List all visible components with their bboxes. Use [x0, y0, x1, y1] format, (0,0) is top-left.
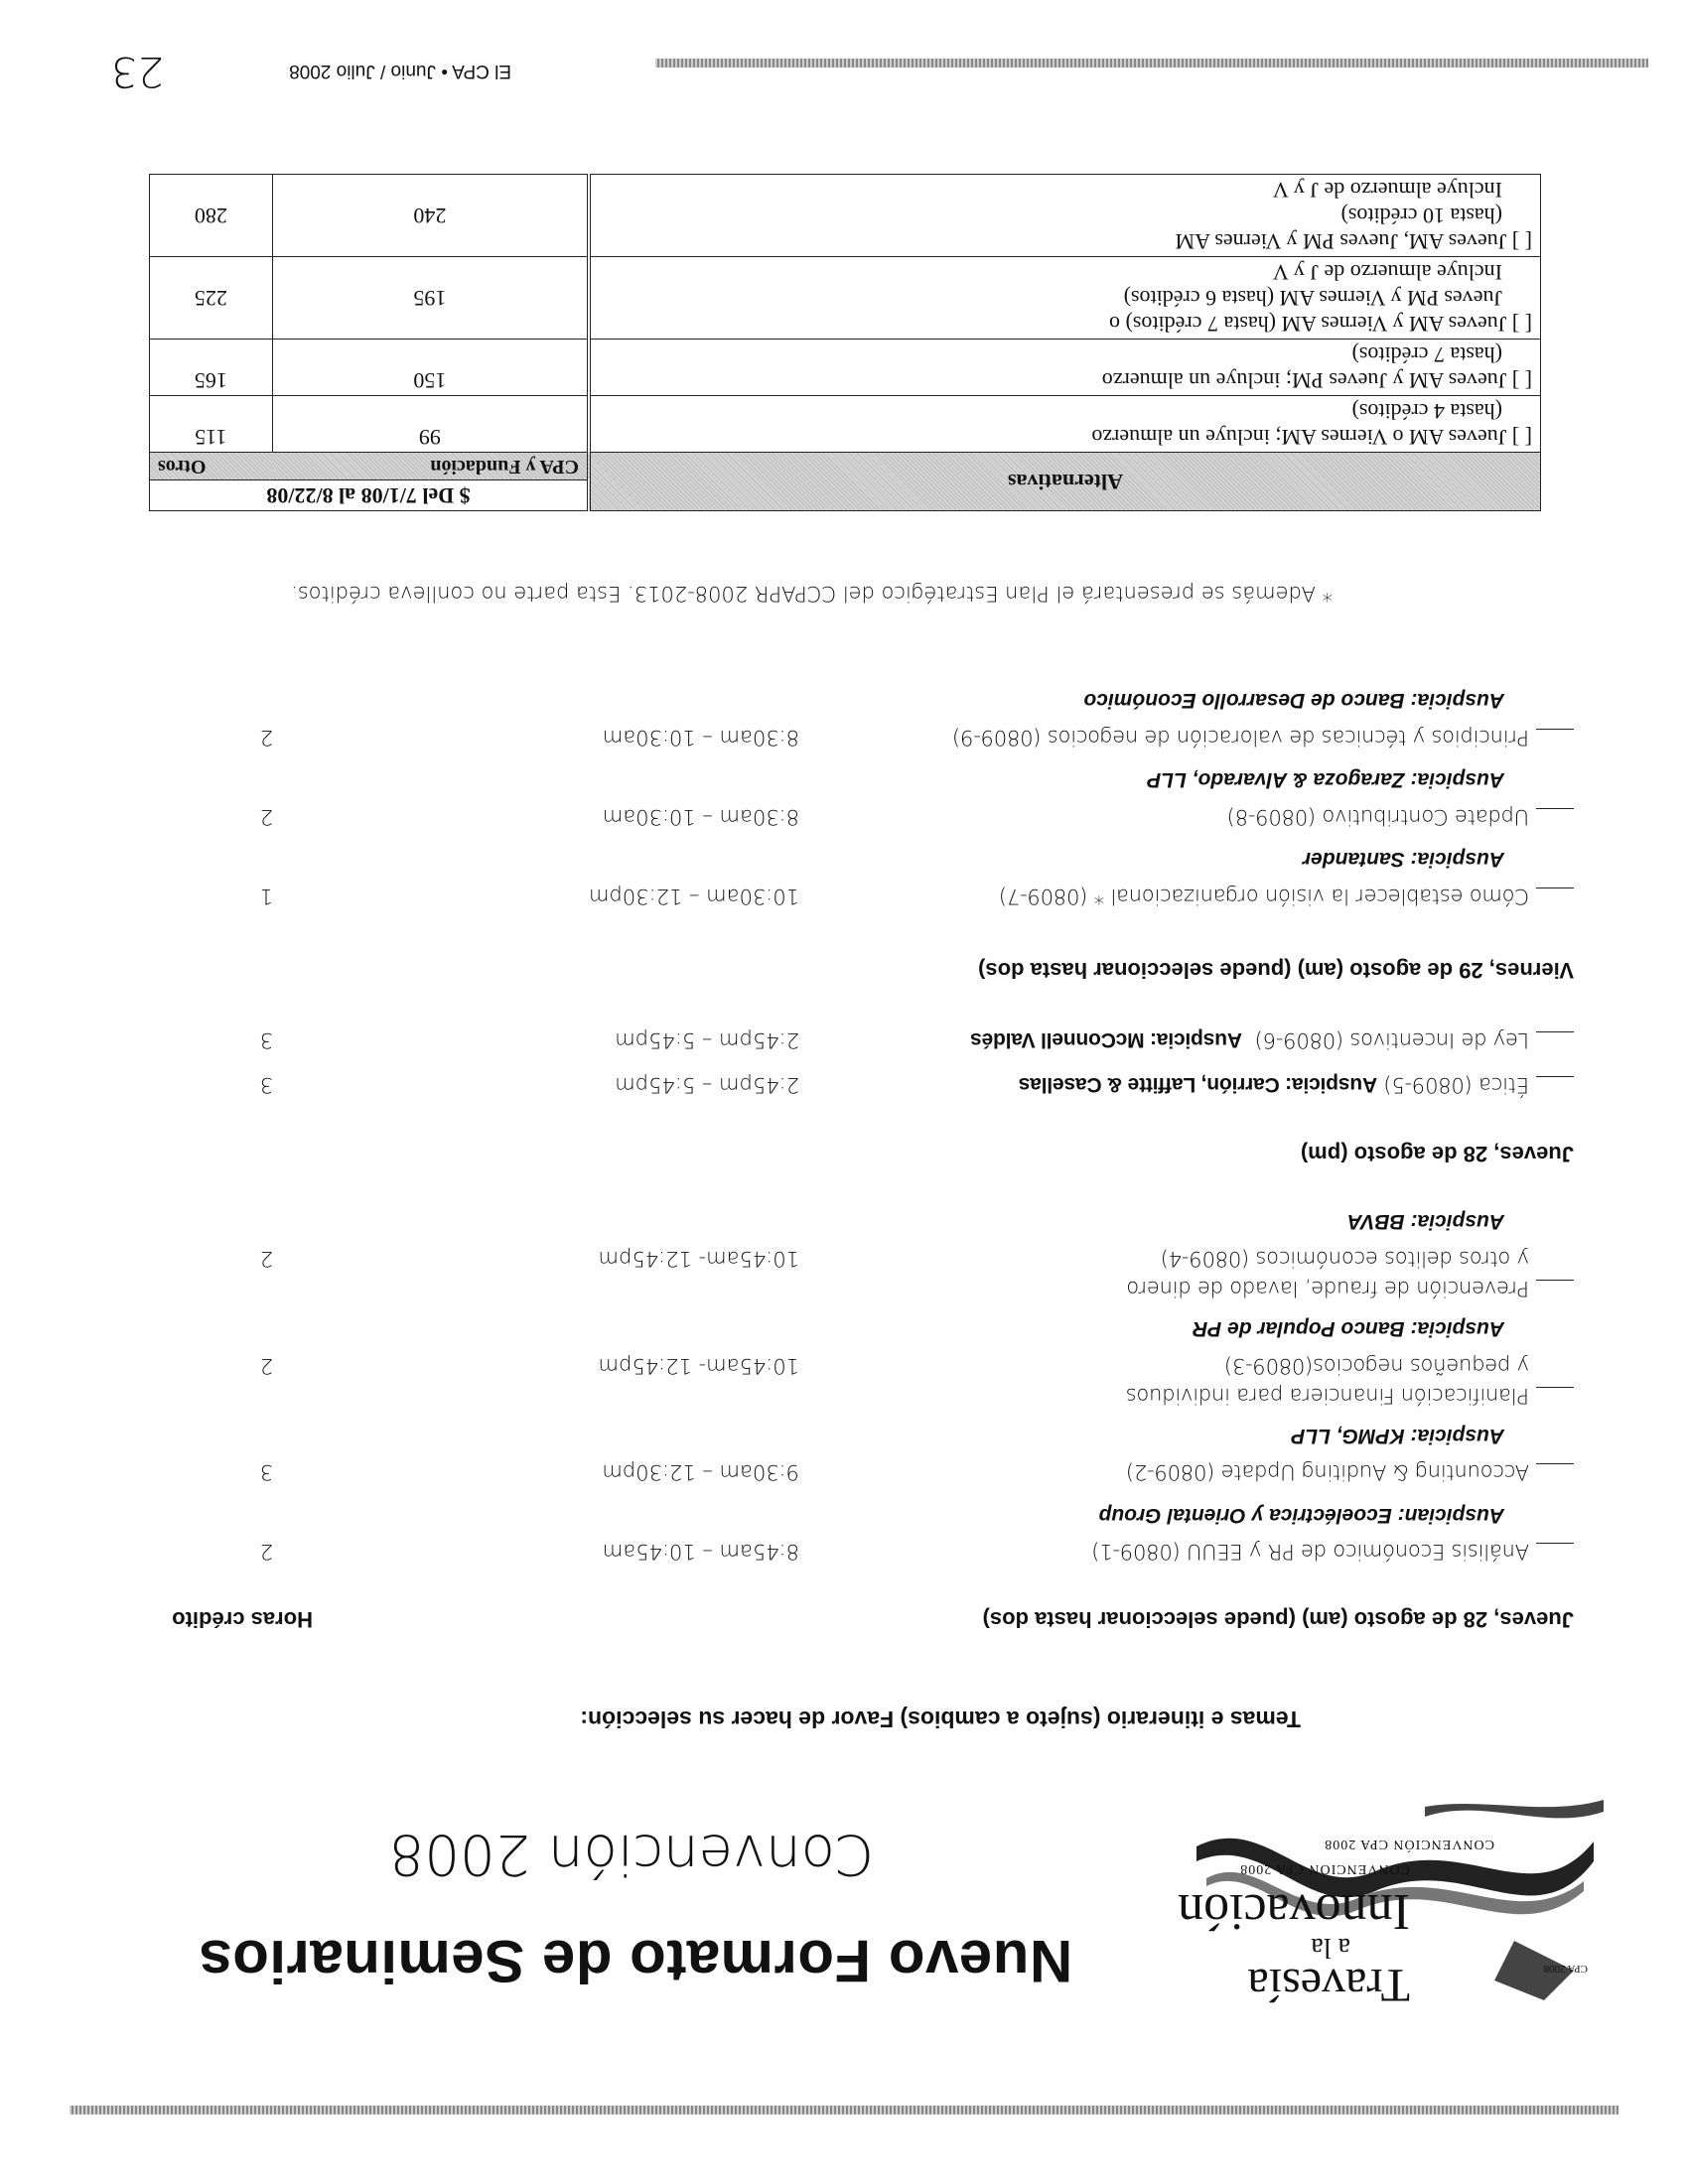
session-title	[1019, 1072, 1529, 1097]
alternative-option[interactable]	[589, 396, 1541, 453]
cpa-header: CPA y Fundación	[272, 453, 589, 480]
session-title: Principios y técnicas de valoración de negocios (0809-9)	[952, 726, 1529, 750]
session-title-text: Ley de Incentivos (0809-6)	[1254, 1028, 1529, 1052]
price-row	[150, 396, 1541, 453]
selection-blank[interactable]	[1536, 1463, 1574, 1484]
day-heading-fri-am: Viernes, 29 de agosto (am) (puede seleccionar hasta dos)	[978, 958, 1574, 983]
otros-price: 165	[150, 340, 273, 396]
alternative-line: (hasta 7 créditos)	[1351, 342, 1502, 367]
hours-column-header: Horas crédito	[172, 1607, 313, 1632]
session-title: Cómo establecer la visión organizacional * (0809-7)	[999, 885, 1529, 908]
page-subtitle: Convención 2008	[388, 1822, 874, 1886]
alternative-line: (hasta 4 créditos)	[1351, 399, 1502, 424]
session-time: 2:45pm – 5:45pm	[615, 1028, 799, 1052]
alternative-line: Incluye almuerzo de J y V	[1272, 178, 1502, 203]
session-time: 10:45am- 12:45pm	[598, 1247, 799, 1271]
session-time: 2:45pm – 5:45pm	[615, 1073, 799, 1097]
top-rule	[70, 2106, 1618, 2115]
session-title: Update Contributivo (0809-8)	[1226, 805, 1529, 829]
alternative-option[interactable]	[589, 340, 1541, 396]
session-sponsor-inline: Auspicia: Carrión, Laffitte & Casellas	[1018, 1073, 1378, 1096]
selection-blank[interactable]	[1536, 808, 1574, 829]
session-hours: 1	[259, 885, 273, 908]
session-sponsor: Auspicia: Banco Popular de PR	[1193, 1317, 1504, 1340]
alternative-option[interactable]	[589, 257, 1541, 340]
footer-publication: El CPA • Junio / Julio 2008	[289, 61, 511, 81]
day-heading-thu-am: Jueves, 28 de agosto (am) (puede seleccionar hasta dos)	[982, 1607, 1574, 1632]
session-hours: 2	[259, 1354, 273, 1378]
logo-convention-text: CONVENCIÓN CPA 2008	[1324, 1837, 1494, 1851]
otros-price: 280	[150, 175, 273, 257]
selection-blank[interactable]	[1536, 1031, 1574, 1052]
alternative-line: [ ] Jueves AM, Jueves PM y Viernes AM	[1175, 229, 1532, 254]
session-title: Análisis Económico de PR y EEUU (0809-1)	[1091, 1540, 1529, 1564]
session-sponsor: Auspicia: BBVA	[1346, 1210, 1504, 1233]
cpa-price: 240	[272, 175, 589, 257]
alternative-line: Jueves PM y Viernes AM (hasta 6 créditos)	[1123, 286, 1502, 311]
session-title-line-2: y pequeños negocios(0809-3)	[1224, 1354, 1529, 1378]
session-hours: 3	[259, 1460, 273, 1484]
session-hours: 2	[259, 1247, 273, 1271]
session-sponsor: Auspicia: Zaragoza & Alvarado, LLP	[1147, 768, 1504, 791]
session-sponsor-inline: Auspicia: McConnell Valdés	[970, 1028, 1242, 1051]
alternative-line: [ ] Jueves AM o Viernes AM; incluye un almuerzo	[1091, 425, 1532, 450]
logo-line-3: Innovación	[1178, 1883, 1410, 1940]
price-row	[150, 175, 1541, 257]
alternative-line: [ ] Jueves AM y Viernes AM (hasta 7 créditos) o	[1109, 312, 1532, 337]
alternative-option[interactable]	[589, 175, 1541, 257]
session-time: 9:30am – 12:30pm	[602, 1460, 799, 1484]
selection-blank[interactable]	[1536, 887, 1574, 908]
alternatives-header: Alternativas	[589, 453, 1541, 511]
alternative-line: (hasta 10 créditos)	[1340, 204, 1502, 228]
cpa-price: 150	[272, 340, 589, 396]
session-time: 10:30am – 12:30pm	[589, 885, 799, 908]
page-title: Nuevo Formato de Seminarios	[198, 1928, 1073, 1994]
otros-header: Otros	[150, 453, 273, 480]
session-hours: 2	[259, 1540, 273, 1564]
session-sponsor: Auspicia: Santander	[1302, 848, 1504, 871]
session-title-text: Ética (0809-5)	[1383, 1073, 1529, 1097]
logo-wordmark	[1178, 1797, 1599, 2011]
selection-blank[interactable]	[1536, 729, 1574, 750]
session-sponsor: Auspician: Ecoeléctrica y Oriental Group	[1098, 1504, 1504, 1527]
logo-line-2: a la	[1311, 1932, 1350, 1963]
session-title	[970, 1027, 1529, 1052]
session-sponsor: Auspicia: KPMG, LLP	[1291, 1425, 1504, 1447]
otros-price: 225	[150, 257, 273, 340]
session-time: 10:45am- 12:45pm	[598, 1354, 799, 1378]
bottom-rule	[655, 59, 1648, 68]
session-title-line-1: Prevención de fraude, lavado de dinero	[1126, 1277, 1529, 1300]
logo-seal-text: CPA 2008	[1543, 1963, 1588, 1975]
session-title-line-2: y otros delitos económicos (0809-4)	[1161, 1247, 1529, 1271]
selection-blank[interactable]	[1536, 1387, 1574, 1408]
session-time: 8:45am – 10:45am	[602, 1540, 799, 1564]
selection-blank[interactable]	[1536, 1076, 1574, 1097]
selection-blank[interactable]	[1536, 1543, 1574, 1564]
session-hours: 3	[259, 1028, 273, 1052]
session-title: Accounting & Auditing Update (0809-2)	[1126, 1460, 1529, 1484]
session-title-line-1: Planificación Financiera para individuos	[1125, 1384, 1529, 1408]
price-period-header: $ Del 7/1/08 al 8/22/08	[150, 480, 590, 511]
price-row	[150, 257, 1541, 340]
intro-text: Temas e itinerario (sujeto a cambios) Favor de hacer su selección:	[580, 1706, 1301, 1732]
session-time: 8:30am – 10:30am	[602, 726, 799, 750]
alternative-line: [ ] Jueves AM y Jueves PM; incluye un almuerzo	[1101, 368, 1532, 393]
selection-blank[interactable]	[1536, 1280, 1574, 1300]
session-hours: 2	[259, 726, 273, 750]
price-row	[150, 340, 1541, 396]
footnote: * Además se presentará el Plan Estratégico del CCPAPR 2008-2013. Esta parte no conlleva créditos.	[291, 582, 1333, 606]
logo-line-1: Travesía	[1247, 1959, 1410, 2011]
page-number: 23	[110, 48, 164, 96]
price-table	[149, 174, 1541, 511]
otros-price: 115	[150, 396, 273, 453]
logo-line-4: CONVENCIÓN CPA 2008	[1239, 1861, 1410, 1876]
session-hours: 2	[259, 805, 273, 829]
alternative-line: Incluye almuerzo de J y V	[1272, 260, 1502, 285]
session-sponsor: Auspicia: Banco de Desarrollo Económico	[1083, 689, 1504, 712]
session-time: 8:30am – 10:30am	[602, 805, 799, 829]
cpa-price: 195	[272, 257, 589, 340]
day-heading-thu-pm: Jueves, 28 de agosto (pm)	[1300, 1142, 1574, 1166]
cpa-price: 99	[272, 396, 589, 453]
session-hours: 3	[259, 1073, 273, 1097]
